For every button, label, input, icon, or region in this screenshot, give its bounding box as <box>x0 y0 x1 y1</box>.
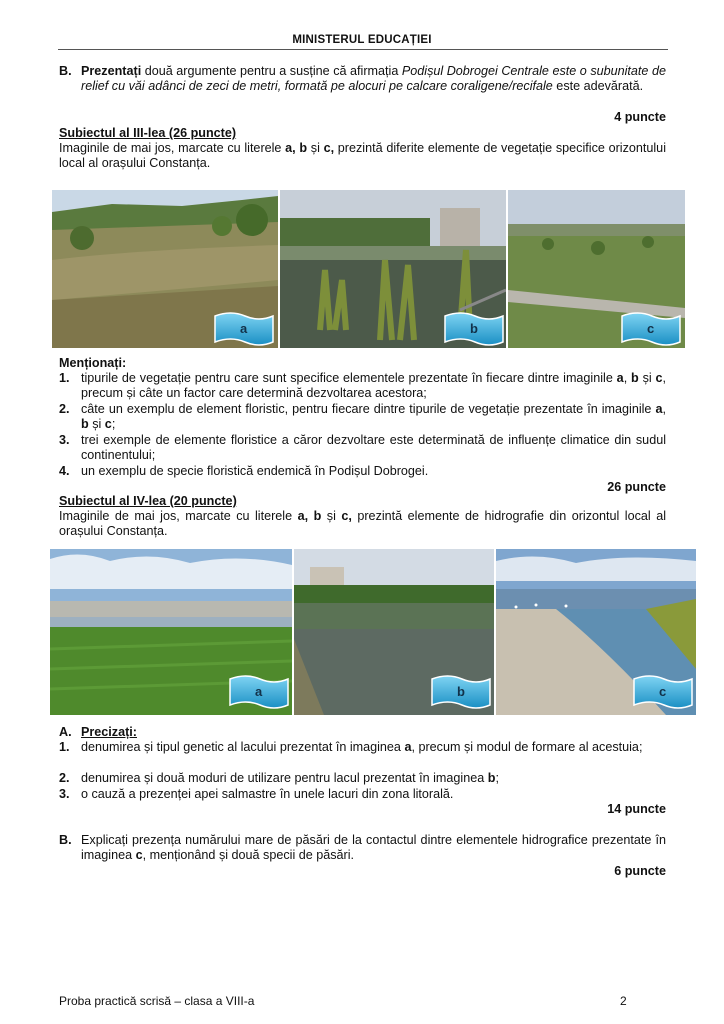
item-text: tipurile de vegetație pentru care sunt specifice elementele prezentate în fiecare dintre imaginile <box>81 371 617 385</box>
item-letter: c <box>655 371 663 385</box>
section-b-verb: Prezentați <box>81 64 142 78</box>
item-sep: , <box>623 371 632 385</box>
item-number: 2. <box>59 402 70 416</box>
item-letter: c <box>104 417 112 431</box>
page-header: MINISTERUL EDUCAȚIEI <box>292 34 432 46</box>
item-letter: a <box>404 740 412 754</box>
list-item <box>59 771 666 786</box>
section-b-label: B. <box>59 64 72 78</box>
subject3-intro-bold2: c, <box>323 141 335 155</box>
section-b-statement: Podișul Dobrogei Centrale este o subunitate de relief cu văi adânci de zeci de metri, formată pe alocuri pe calcare coraligene/recifale <box>81 64 666 93</box>
footer-text: Proba practică scrisă – clasa a VIII-a <box>59 994 255 1008</box>
part-a-title: Precizați: <box>81 725 137 739</box>
part-b-letter: c <box>135 848 143 862</box>
list-item <box>59 433 666 463</box>
item-number: 1. <box>59 371 70 385</box>
hydro-photo-a <box>50 549 292 715</box>
mention-title: Menționați: <box>59 356 127 370</box>
part-b <box>59 833 666 863</box>
item-text: câte un exemplu de element floristic, pentru fiecare dintre tipurile de vegetație prezentate în imaginile <box>81 402 656 416</box>
vegetation-photo-b <box>280 190 506 348</box>
section-b-points: 4 puncte <box>614 110 666 124</box>
item-number: 2. <box>59 771 70 785</box>
subject3-intro-c: prezintă diferite elemente de vegetație specifice orizontului local al orașului Constanța. <box>59 141 666 170</box>
item-text: trei exemple de elemente floristice a căror dezvoltare este determinată de influențe climatice din sudul continentului; <box>81 433 666 462</box>
item-text: o cauză a prezenței apei salmastre în unele lacuri din zona litorală. <box>81 787 454 801</box>
vegetation-photo-a <box>52 190 278 348</box>
subject4-intro-c: prezintă elemente de hidrografie din orizontul local al orașului Constanța. <box>59 509 666 538</box>
item-number: 1. <box>59 740 70 754</box>
header-divider <box>58 49 668 50</box>
item-letter: a <box>655 402 663 416</box>
item-number: 3. <box>59 433 70 447</box>
item-letter: a <box>616 371 624 385</box>
subject3-title: Subiectul al III-lea (26 puncte) <box>59 126 237 140</box>
list-item <box>59 371 666 401</box>
item-number: 3. <box>59 787 70 801</box>
part-b-points: 6 puncte <box>614 864 666 878</box>
section-b <box>59 64 666 94</box>
part-a-points: 14 puncte <box>607 802 666 816</box>
item-letter: b <box>487 771 496 785</box>
part-b-label: B. <box>59 833 72 847</box>
hydro-photo-b <box>294 549 494 715</box>
page-number: 2 <box>620 994 627 1008</box>
hydro-label-b: b <box>457 684 465 699</box>
item-text: ; <box>495 771 499 785</box>
item-text: , precum și modul de formare al acestuia; <box>411 740 643 754</box>
subject3-intro-bold: a, b <box>285 141 308 155</box>
subject4-title: Subiectul al IV-lea (20 puncte) <box>59 494 237 508</box>
subject3-points: 26 puncte <box>607 480 666 494</box>
list-item <box>59 740 666 755</box>
item-number: 4. <box>59 464 70 478</box>
hydro-label-c: c <box>659 684 667 699</box>
vegetation-photo-c <box>508 190 685 348</box>
item-letter: b <box>631 371 639 385</box>
vegetation-label-b: b <box>470 321 478 336</box>
subject3-intro-a: Imaginile de mai jos, marcate cu literele <box>59 141 286 155</box>
item-text: ; <box>111 417 116 431</box>
item-sep: , <box>662 402 666 416</box>
subject4-intro <box>59 509 666 539</box>
subject3-intro-b: și <box>307 141 324 155</box>
subject4-intro-a: Imaginile de mai jos, marcate cu literele <box>59 509 298 523</box>
subject4-intro-b: și <box>321 509 342 523</box>
item-text: denumirea și tipul genetic al lacului prezentat în imaginea <box>81 740 405 754</box>
item-text: , precum și câte un factor care determină dezvoltarea acestora; <box>81 371 667 400</box>
list-item <box>59 464 666 479</box>
list-item <box>59 402 666 432</box>
hydro-photo-c <box>496 549 696 715</box>
subject4-intro-bold2: c, <box>341 509 352 523</box>
part-b-text: Explicați prezența numărului mare de păsări de la contactul dintre elementele hidrografice prezentate în imaginea <box>81 833 666 862</box>
subject4-intro-bold: a, b <box>297 509 322 523</box>
item-text: denumirea și două moduri de utilizare pentru lacul prezentat în imaginea <box>81 771 488 785</box>
section-b-text1: două argumente pentru a susține că afirmația <box>141 64 402 78</box>
vegetation-label-a: a <box>240 321 248 336</box>
part-a-label: A. <box>59 725 72 739</box>
item-letter: b <box>81 417 89 431</box>
section-b-text2: este adevărată. <box>552 79 644 93</box>
vegetation-label-c: c <box>647 321 655 336</box>
item-text: un exemplu de specie floristică endemică în Podișul Dobrogei. <box>81 464 429 478</box>
list-item <box>59 787 666 802</box>
item-sep: și <box>638 371 656 385</box>
part-b-text2: , menționând și două specii de păsări. <box>142 848 355 862</box>
subject3-intro <box>59 141 666 171</box>
hydro-label-a: a <box>255 684 263 699</box>
item-sep: și <box>88 417 105 431</box>
